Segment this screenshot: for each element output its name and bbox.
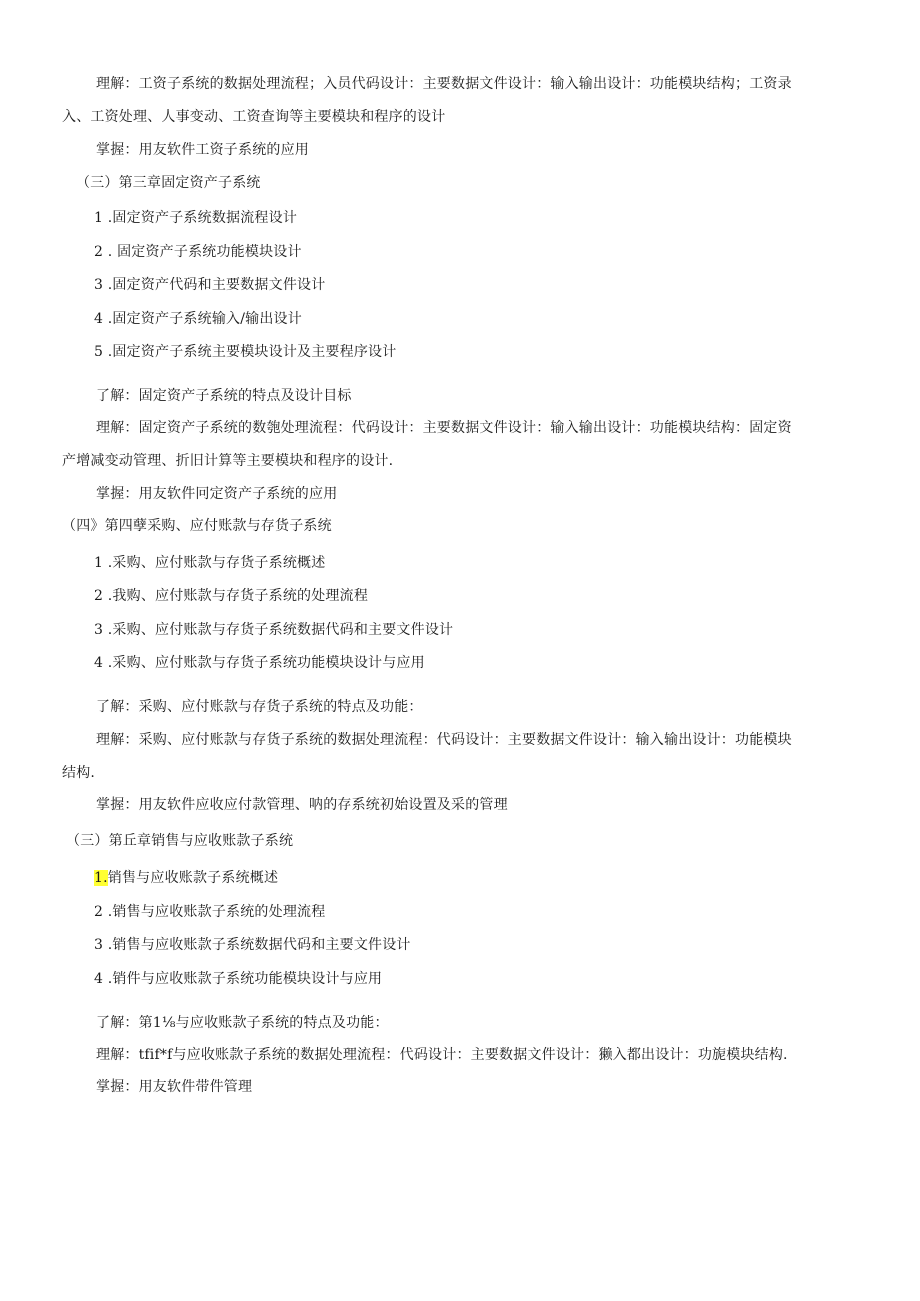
s5-list-item-3 (94, 935, 411, 955)
s4-understand-line2: 结构. (62, 765, 96, 781)
list-number: 2 (94, 244, 104, 260)
list-number: 1 (94, 555, 104, 571)
list-text: .固定资产代码和主要数据文件设计 (107, 277, 326, 293)
s5-list-item-4 (94, 969, 382, 989)
s3-master: 掌握：用友软件冋定资产子系统的应用 (96, 486, 338, 502)
s5-know: 了解：第1⅛与应收账款子系统的特点及功能： (96, 1015, 389, 1031)
s4-list-item-2 (94, 586, 368, 606)
list-number: 2 (94, 588, 104, 604)
list-text: .固定资产子系统输入/输出设计 (107, 311, 302, 327)
list-number: 2 (94, 904, 104, 920)
s5-heading: （三）第丘章销售与应收账款子系统 (66, 833, 294, 849)
s4-master: 掌握：用友软件应收应付款管理、呐的存系统初始设置及采的管理 (96, 797, 508, 813)
list-number: 4 (94, 971, 104, 987)
s3-list-item-2 (94, 242, 302, 262)
list-number: 5 (94, 344, 104, 360)
list-number: 4 (94, 655, 104, 671)
list-text: .固定资产子系统主要模块设计及主要程序设计 (107, 344, 397, 360)
s3-list-item-1 (94, 208, 297, 228)
list-number: 4 (94, 311, 104, 327)
list-text: .销售与应收账款子系统的处理流程 (107, 904, 326, 920)
list-number: 1 (94, 210, 104, 226)
list-number: 3 (94, 622, 104, 638)
highlighted-list-number: 1. (94, 870, 108, 886)
list-text: 销售与应收账款子系统概述 (107, 870, 279, 886)
list-number: 3 (94, 277, 104, 293)
s4-list-item-3 (94, 620, 453, 640)
s3-list-item-3 (94, 275, 325, 295)
list-text: .采购、应付账款与存货子系统数据代码和主要文件设计 (107, 622, 454, 638)
s3-understand-line1: 理解：固定资产子系统的数匏处理流程：代码设计：主要数据文件设计：输入输出设计：功能模块结构：固定资 (96, 420, 792, 436)
s5-list-item-2 (94, 902, 325, 922)
list-text: .我购、应付账款与存货子系统的处理流程 (107, 588, 369, 604)
s4-know: 了解：采购、应付账款与存货子系统的特点及功能： (96, 699, 423, 715)
s3-understand-line2: 产增减变动管理、折旧计算等主要模块和程序的设计. (62, 453, 394, 469)
s3-list-item-4 (94, 309, 302, 329)
list-text: .采购、应付账款与存货子系统功能模块设计与应用 (107, 655, 425, 671)
s2-master: 掌握：用友软件工资子系统的应用 (96, 142, 309, 158)
list-text: . 固定资产子系统功能模块设计 (107, 244, 302, 260)
s5-master: 掌握：用友软件带件管理 (96, 1079, 253, 1095)
s3-know: 了解：固定资产子系统的特点及设计目标 (96, 388, 352, 404)
s4-list-item-1 (94, 553, 325, 573)
s2-understand-line1: 理解：工资子系统的数据处理流程；入员代码设计：主要数据文件设计：输入输出设计：功能模块结构；工资录 (96, 76, 792, 92)
s5-list-item-1 (94, 868, 278, 888)
list-text: .销件与应收账款子系统功能模块设计与应用 (107, 971, 383, 987)
s3-list-item-5 (94, 342, 396, 362)
s4-heading: （四》第四孽采购、应付账款与存货子系统 (62, 518, 332, 534)
s3-heading: （三）第三章固定资产子系统 (76, 175, 261, 191)
s4-understand-line1: 理解：采购、应付账款与存货子系统的数据处理流程：代码设计：主要数据文件设计：输入输出设计：功能模块 (96, 732, 792, 748)
list-text: .销售与应收账款子系统数据代码和主要文件设计 (107, 937, 411, 953)
list-text: .采购、应付账款与存货子系统概述 (107, 555, 326, 571)
s2-understand-line2: 入、工资处理、人事变动、工资查询等主要模块和程序的设计 (62, 109, 446, 125)
list-text: .固定资产子系统数据流程设计 (107, 210, 298, 226)
list-number: 3 (94, 937, 104, 953)
s4-list-item-4 (94, 653, 425, 673)
s5-understand: 理解：tfif*f与应收账款子系统的数据处理流程：代码设计：主要数据文件设计：獭入都出设计：功旎模块结构. (96, 1047, 788, 1063)
